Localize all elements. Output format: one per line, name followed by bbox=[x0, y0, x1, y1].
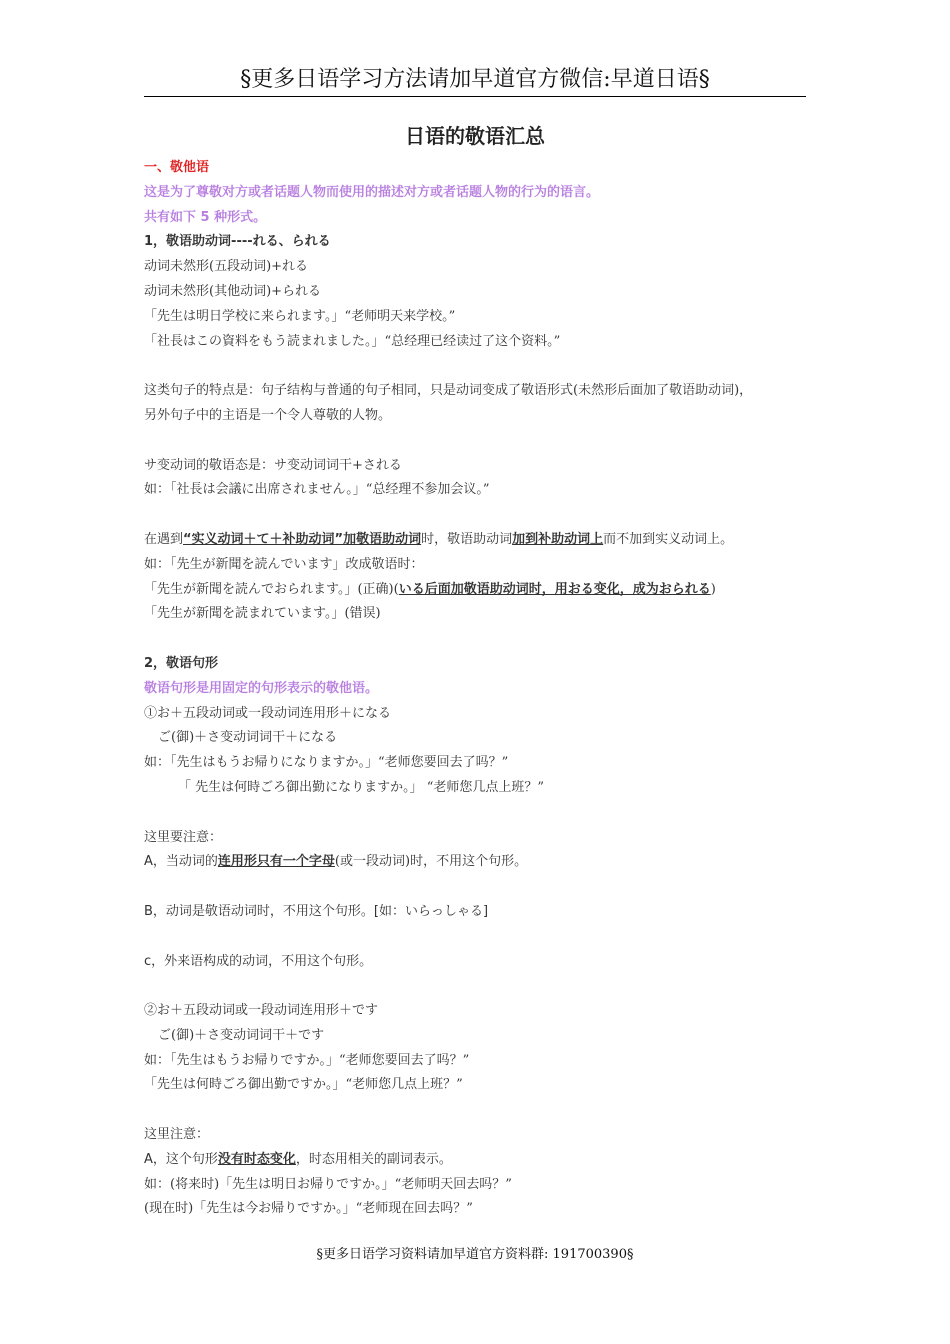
text-line: 这类句子的特点是：句子结构与普通的句子相同，只是动词变成了敬语形式(未然形后面加了敬语助动词)， bbox=[144, 383, 753, 399]
text-span: ，时态用相关的副词表示。 bbox=[295, 1151, 452, 1167]
example-line: 「社長はこの資料をもう読まれました。」“总经理已经读过了这个资料。” bbox=[144, 333, 561, 349]
section-heading: 一、敬他语 bbox=[144, 160, 210, 175]
document-body bbox=[144, 118, 806, 1222]
subsection-heading: 1，敬语助动词----れる、られる bbox=[144, 234, 331, 250]
text-span: 而不加到实义动词上。 bbox=[603, 531, 734, 547]
example-line: 「先生が新聞を読まれています。」(错误) bbox=[144, 606, 381, 622]
note-line: c，外来语构成的动词，不用这个句形。 bbox=[144, 953, 373, 969]
example-line: 如：「社長は会議に出席されません。」“总经理不参加会议。” bbox=[144, 482, 490, 498]
subsection-heading: 2，敬语句形 bbox=[144, 655, 219, 671]
example-line: 如：「先生はもうお帰りですか。」“老师您要回去了吗？” bbox=[144, 1052, 470, 1068]
text-line: ご(御)＋さ变动词词干＋になる bbox=[158, 730, 338, 746]
example-line bbox=[144, 578, 806, 603]
page-footer: §更多日语学习资料请加早道官方资料群: 191700390§ bbox=[316, 1247, 634, 1262]
note-line bbox=[144, 850, 806, 875]
example-line: 如：(将来时)「先生は明日お帰りですか。」“老师明天回去吗？” bbox=[144, 1176, 512, 1192]
page-header: §更多日语学习方法请加早道官方微信:早道日语§ bbox=[144, 64, 806, 97]
example-line: 如：「先生はもうお帰りになりますか。」“老师您要回去了吗？” bbox=[144, 755, 509, 771]
underlined-emphasis: 没有时态变化 bbox=[217, 1151, 296, 1167]
underlined-emphasis: “实义动词＋て＋补助动词”加敬语助动词 bbox=[183, 531, 422, 547]
text-line: ①お＋五段动词或一段动词连用形＋になる bbox=[144, 705, 392, 721]
underlined-emphasis: 加到补助动词上 bbox=[512, 531, 604, 547]
text-span: 「先生が新聞を読んでおられます。」(正确)( bbox=[144, 581, 399, 597]
note-line: B，动词是敬语动词时，不用这个句形。[如：いらっしゃる] bbox=[144, 903, 489, 919]
example-line: (现在时)「先生は今お帰りですか。」“老师现在回去吗？” bbox=[144, 1201, 473, 1217]
text-span: (或一段动词)时，不用这个句形。 bbox=[334, 854, 528, 870]
text-span: ) bbox=[710, 581, 716, 597]
example-line: 「 先生は何時ごろ御出勤になりますか。」 “老师您几点上班？” bbox=[178, 779, 545, 795]
text-line: サ变动词的敬语态是：サ变动词词干+される bbox=[144, 457, 402, 473]
example-line: 如：「先生が新聞を読んでいます」改成敬语时： bbox=[144, 556, 424, 572]
text-line: 动词未然形(其他动词)+られる bbox=[144, 283, 322, 299]
underlined-emphasis: いる后面加敬语助动词时，用おる变化，成为おられる bbox=[398, 581, 711, 597]
underlined-emphasis: 连用形只有一个字母 bbox=[217, 854, 335, 870]
text-span: A，当动词的 bbox=[144, 854, 218, 870]
document-title: 日语的敬语汇总 bbox=[405, 124, 545, 148]
text-line: 另外句子中的主语是一个令人尊敬的人物。 bbox=[144, 407, 392, 423]
note-label: 这里要注意： bbox=[144, 829, 223, 845]
text-line bbox=[144, 528, 806, 553]
text-span: 时，敬语助动词 bbox=[421, 531, 513, 547]
text-line: ②お＋五段动词或一段动词连用形＋です bbox=[144, 1003, 379, 1019]
note-label: 这里注意： bbox=[144, 1127, 210, 1143]
example-line: 「先生は何時ごろ御出勤ですか。」“老师您几点上班？” bbox=[144, 1077, 463, 1093]
section-description: 共有如下 5 种形式。 bbox=[144, 209, 267, 225]
example-line: 「先生は明日学校に来られます。」“老师明天来学校。” bbox=[144, 308, 456, 324]
text-line: 动词未然形(五段动词)+れる bbox=[144, 259, 309, 275]
section-description: 这是为了尊敬对方或者话题人物而使用的描述对方或者话题人物的行为的语言。 bbox=[144, 184, 600, 200]
note-line bbox=[144, 1148, 806, 1173]
text-span: A，这个句形 bbox=[144, 1151, 218, 1167]
text-span: 在遇到 bbox=[144, 531, 184, 547]
text-line: ご(御)＋さ变动词词干＋です bbox=[158, 1027, 325, 1043]
section-description: 敬语句形是用固定的句形表示的敬他语。 bbox=[144, 680, 379, 696]
